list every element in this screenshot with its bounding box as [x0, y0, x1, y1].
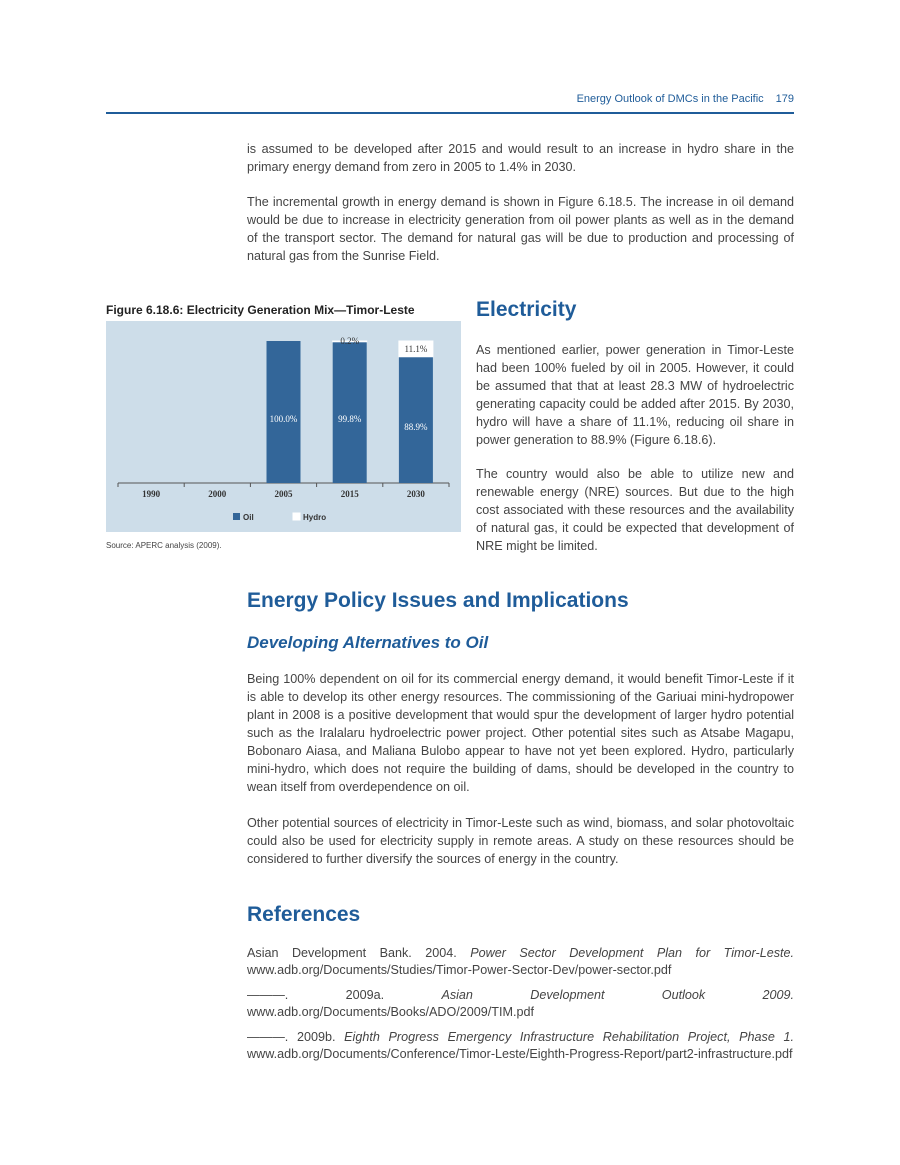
data-label-hydro: 11.1% — [404, 344, 428, 354]
reference-item — [247, 1029, 794, 1063]
policy-paragraph-1: Being 100% dependent on oil for its commercial energy demand, it would benefit Timor-Leste if it is able to develop its other energy resources. The commissioning of the Gariuai mini-hydropower plant in 2008 is a positive development that would spur the development of larger hydro potential such as the Iralalaru hydroelectric power project. Other potential sites such as Atsabe Magapu, Bobonaro Aiasa, and Maliana Bulobo appear to have not yet been explored. Hydro, particularly mini-hydro, which does not require the building of dams, should be developed in the country to wean itself from overdependence on oil. — [247, 672, 794, 794]
bar-oil — [399, 357, 433, 483]
x-tick-label: 2005 — [274, 489, 293, 499]
reference-prefix: Asian Development Bank. 2004. — [247, 946, 471, 960]
references-heading: References — [247, 903, 361, 926]
intro-paragraph-1: is assumed to be developed after 2015 and would result to an increase in hydro share in the primary energy demand from zero in 2005 to 1.4% in 2030. — [247, 142, 794, 174]
reference-url[interactable]: www.adb.org/Documents/Studies/Timor-Power-Sector-Dev/power-sector.pdf — [247, 963, 672, 977]
reference-item — [247, 987, 794, 1021]
data-label-oil: 99.8% — [338, 414, 362, 425]
electricity-paragraph-1: As mentioned earlier, power generation in Timor-Leste had been 100% fueled by oil in 2005. However, it could be assumed that that at least 28.3 MW of hydroelectric generating capacity could be added after 2015. By 2030, hydro will have a share of 11.1%, reducing oil share in power generation to 88.9% (Figure 6.18.6). — [476, 343, 794, 447]
running-header-title: Energy Outlook of DMCs in the Pacific — [576, 93, 764, 105]
x-tick-label: 2000 — [208, 489, 227, 499]
legend-label-oil: Oil — [243, 513, 254, 522]
x-tick-label: 1990 — [142, 489, 161, 499]
policy-paragraph-2: Other potential sources of electricity in Timor-Leste such as wind, biomass, and solar photovoltaic could also be used for electricity supply in remote areas. A study on these resources should be considered to further diversify the sources of energy in the country. — [247, 816, 794, 866]
reference-url[interactable]: www.adb.org/Documents/Books/ADO/2009/TIM.pdf — [247, 1005, 534, 1019]
reference-title: Eighth Progress Emergency Infrastructure Rehabilitation Project, Phase 1. — [344, 1030, 794, 1044]
policy-heading: Energy Policy Issues and Implications — [247, 589, 629, 612]
running-header — [0, 93, 794, 105]
x-tick-label: 2030 — [406, 489, 425, 499]
legend-swatch-oil — [233, 513, 240, 520]
data-label-oil: 88.9% — [404, 421, 428, 432]
bar-oil — [267, 341, 301, 483]
page-number: 179 — [775, 93, 794, 105]
legend-swatch-hydro — [293, 513, 300, 520]
electricity-heading: Electricity — [476, 298, 577, 321]
policy-subheading: Developing Alternatives to Oil — [247, 633, 489, 652]
header-rule — [106, 112, 794, 114]
reference-prefix: ———. 2009a. — [247, 988, 442, 1002]
reference-url[interactable]: www.adb.org/Documents/Conference/Timor-Leste/Eighth-Progress-Report/part2-infrastructure.pdf — [247, 1047, 793, 1061]
reference-prefix: ———. 2009b. — [247, 1030, 345, 1044]
chart-container — [106, 321, 461, 532]
legend-label-hydro: Hydro — [303, 513, 327, 522]
generation-mix-chart — [106, 321, 461, 532]
electricity-paragraph-2: The country would also be able to utilize new and renewable energy (NRE) sources. But due to the high cost associated with these resources and the availability of natural gas, it could be expected that development of NRE might be limited. — [476, 467, 794, 553]
bar-oil — [333, 341, 367, 483]
data-label-oil: 100.0% — [269, 414, 298, 424]
data-label-hydro: 0.2% — [340, 336, 360, 346]
reference-item — [247, 945, 794, 979]
x-tick-label: 2015 — [340, 489, 359, 499]
intro-paragraph-2: The incremental growth in energy demand is shown in Figure 6.18.5. The increase in oil demand would be due to increase in electricity generation from oil power plants as well as in the demand of the transport sector. The demand for natural gas will be due to production and processing of natural gas from the Sunrise Field. — [247, 195, 794, 263]
reference-title: Asian Development Outlook 2009. — [441, 988, 794, 1002]
figure-title: Figure 6.18.6: Electricity Generation Mix—Timor-Leste — [106, 303, 415, 317]
figure-source: Source: APERC analysis (2009). — [106, 541, 222, 550]
reference-title: Power Sector Development Plan for Timor-Leste. — [470, 946, 794, 960]
